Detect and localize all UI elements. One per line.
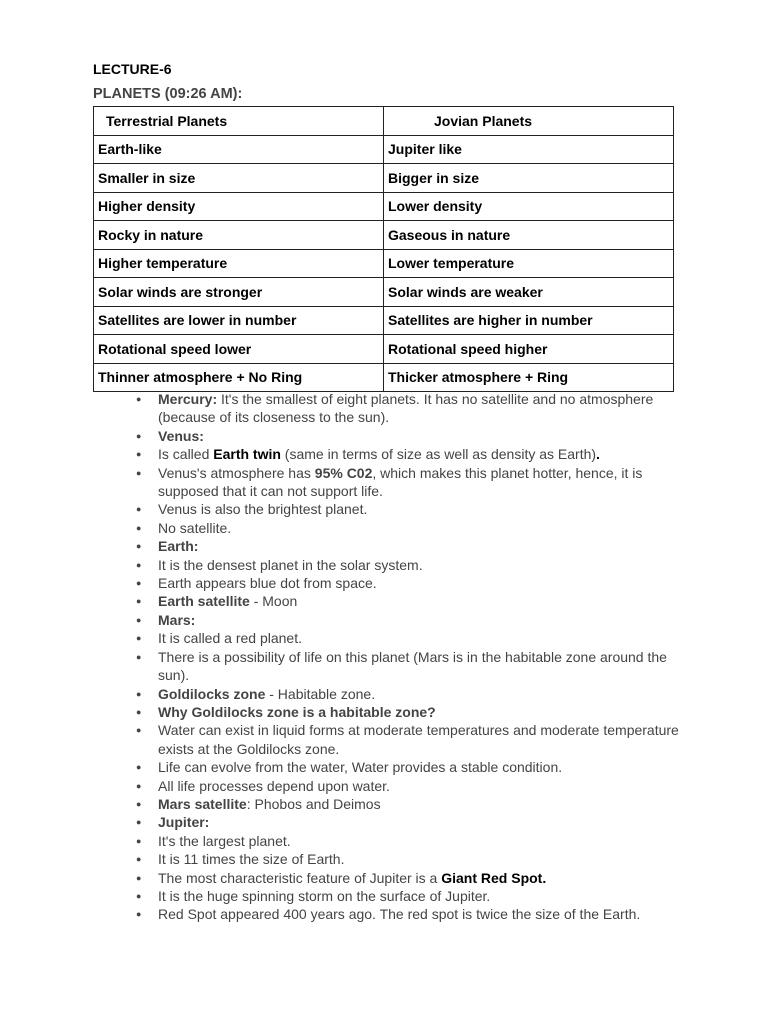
list-item-text [158,833,291,849]
list-item-text [158,686,375,702]
bullet-icon: ● [136,578,142,589]
list-item [136,777,696,795]
bullet-icon: ● [136,780,142,791]
column-header-jovian: Jovian Planets [384,107,674,136]
list-item [136,592,696,610]
bullet-icon: ● [136,467,142,478]
bullet-icon: ● [136,633,142,644]
bullet-icon: ● [136,890,142,901]
terrestrial-cell: Rotational speed lower [94,335,384,364]
list-item [136,721,696,758]
terrestrial-cell: Smaller in size [94,164,384,193]
column-header-terrestrial: Terrestrial Planets [94,107,384,136]
text-run: It's the largest planet. [158,832,291,849]
text-run: , which makes this planet hotter, hence, it is supposed that it can not support life. [158,464,643,500]
bullet-icon: ● [136,835,142,846]
jovian-cell: Rotational speed higher [384,335,674,364]
text-run: The most characteristic feature of Jupiter is a [158,869,442,886]
bullet-icon: ● [136,706,142,717]
list-item [136,795,696,813]
table-row [94,363,674,392]
list-item-text [158,722,679,756]
list-item [136,574,696,592]
text-run: - Habitable zone. [265,685,376,702]
text-run: It is the huge spinning storm on the surface of Jupiter. [158,887,491,904]
text-run: (same in terms of size as well as density as Earth) [280,446,597,463]
list-item [136,869,696,887]
table-row [94,249,674,278]
list-item-text [158,796,381,812]
bullet-icon: ● [136,798,142,809]
list-item-text [158,870,546,886]
list-item-text [158,851,344,867]
terrestrial-cell: Higher temperature [94,249,384,278]
list-item-text [158,888,490,904]
bold-text: Venus: [158,427,204,444]
list-item [136,445,696,463]
text-run: Life can evolve from the water, Water provides a stable condition. [158,759,563,776]
bullet-icon: ● [136,872,142,883]
list-item [136,464,696,501]
list-item [136,629,696,647]
jovian-cell: Thicker atmosphere + Ring [384,363,674,392]
terrestrial-cell: Thinner atmosphere + No Ring [94,363,384,392]
text-run: All life processes depend upon water. [158,777,390,794]
list-item [136,537,696,555]
list-item-text [158,704,436,720]
text-run: Is called [158,446,214,463]
text-run: No satellite. [158,519,232,536]
bullet-icon: ● [136,817,142,828]
list-item-text [158,501,367,517]
table-row [94,221,674,250]
list-item-text [158,814,209,830]
bullet-icon: ● [136,909,142,920]
list-item-text [158,428,204,444]
jovian-cell: Satellites are higher in number [384,306,674,335]
comparison-table [93,106,674,392]
text-run: Venus is also the brightest planet. [158,501,368,518]
bold-text: Mars: [158,611,196,628]
text-run: - Moon [249,593,298,610]
table-row [94,306,674,335]
terrestrial-cell: Rocky in nature [94,221,384,250]
text-run: Earth appears blue dot from space. [158,575,377,592]
bold-text: Earth twin [213,446,281,463]
table-row [94,164,674,193]
bold-text: Jupiter: [158,814,210,831]
bold-text: Mercury: [158,391,218,407]
list-item [136,648,696,685]
list-item [136,832,696,850]
list-item [136,758,696,776]
table-row [94,192,674,221]
list-item [136,500,696,518]
list-item-text [158,557,423,573]
bullet-icon: ● [136,559,142,570]
bold-text: Mars satellite [158,795,247,812]
list-item [136,887,696,905]
text-run: Venus's atmosphere has [158,464,315,481]
bullet-icon: ● [136,651,142,662]
bullet-icon: ● [136,596,142,607]
bold-text: Why Goldilocks zone is a habitable zone? [158,703,436,720]
table-header-row [94,107,674,136]
terrestrial-cell: Solar winds are stronger [94,278,384,307]
bold-text: Goldilocks zone [158,685,266,702]
jovian-cell: Lower temperature [384,249,674,278]
bold-text: Earth: [158,538,199,555]
list-item [136,850,696,868]
bullet-icon: ● [136,614,142,625]
bullet-icon: ● [136,394,142,404]
bullet-icon: ● [136,688,142,699]
bullet-icon: ● [136,430,142,441]
list-item-text [158,465,642,499]
list-item-text [158,538,198,554]
jovian-cell: Lower density [384,192,674,221]
bullet-icon: ● [136,725,142,736]
terrestrial-cell: Earth-like [94,135,384,164]
text-run: It's the smallest of eight planets. It has no satellite and no atmosphere (because of its closeness to the sun). [158,391,654,426]
bullet-icon: ● [136,522,142,533]
bullet-icon: ● [136,449,142,460]
list-item [136,390,696,427]
list-item [136,685,696,703]
list-item [136,905,696,923]
bullet-icon: ● [136,854,142,865]
text-run: : Phobos and Deimos [246,795,381,812]
text-run: Red Spot appeared 400 years ago. The red spot is twice the size of the Earth. [158,906,641,923]
list-item-text [158,593,297,609]
bold-text: Earth satellite [158,593,250,610]
terrestrial-cell: Higher density [94,192,384,221]
list-item-text [158,906,640,922]
jovian-cell: Gaseous in nature [384,221,674,250]
list-item-text [158,446,600,462]
list-item-text [158,612,195,628]
text-run: It is the densest planet in the solar system. [158,556,423,573]
list-item [136,813,696,831]
bold-text: . [596,446,600,463]
text-run: It is called a red planet. [158,630,302,647]
list-item-text [158,391,653,425]
table-row [94,335,674,364]
bullet-icon: ● [136,541,142,552]
text-run: There is a possibility of life on this planet (Mars is in the habitable zone around the sun). [158,648,667,684]
list-item-text [158,575,377,591]
list-item-text [158,759,562,775]
bold-text: 95% C02 [314,464,373,481]
table-row [94,278,674,307]
list-item [136,703,696,721]
terrestrial-cell: Satellites are lower in number [94,306,384,335]
jovian-cell: Solar winds are weaker [384,278,674,307]
list-item [136,611,696,629]
list-item-text [158,630,302,646]
section-heading: PLANETS (09:26 AM): [93,86,243,102]
list-item-text [158,649,667,683]
list-item-text [158,520,231,536]
bold-text: Giant Red Spot. [441,869,547,886]
text-run: Water can exist in liquid forms at moderate temperatures and moderate temperature exists at the Goldilocks zone. [158,722,679,757]
list-item [136,556,696,574]
bullet-icon: ● [136,504,142,515]
notes-list [136,390,696,924]
list-item [136,519,696,537]
list-item [136,427,696,445]
text-run: It is 11 times the size of Earth. [158,851,345,868]
jovian-cell: Bigger in size [384,164,674,193]
bullet-icon: ● [136,762,142,773]
table-row [94,135,674,164]
jovian-cell: Jupiter like [384,135,674,164]
list-item-text [158,778,390,794]
lecture-title: LECTURE-6 [93,61,172,77]
